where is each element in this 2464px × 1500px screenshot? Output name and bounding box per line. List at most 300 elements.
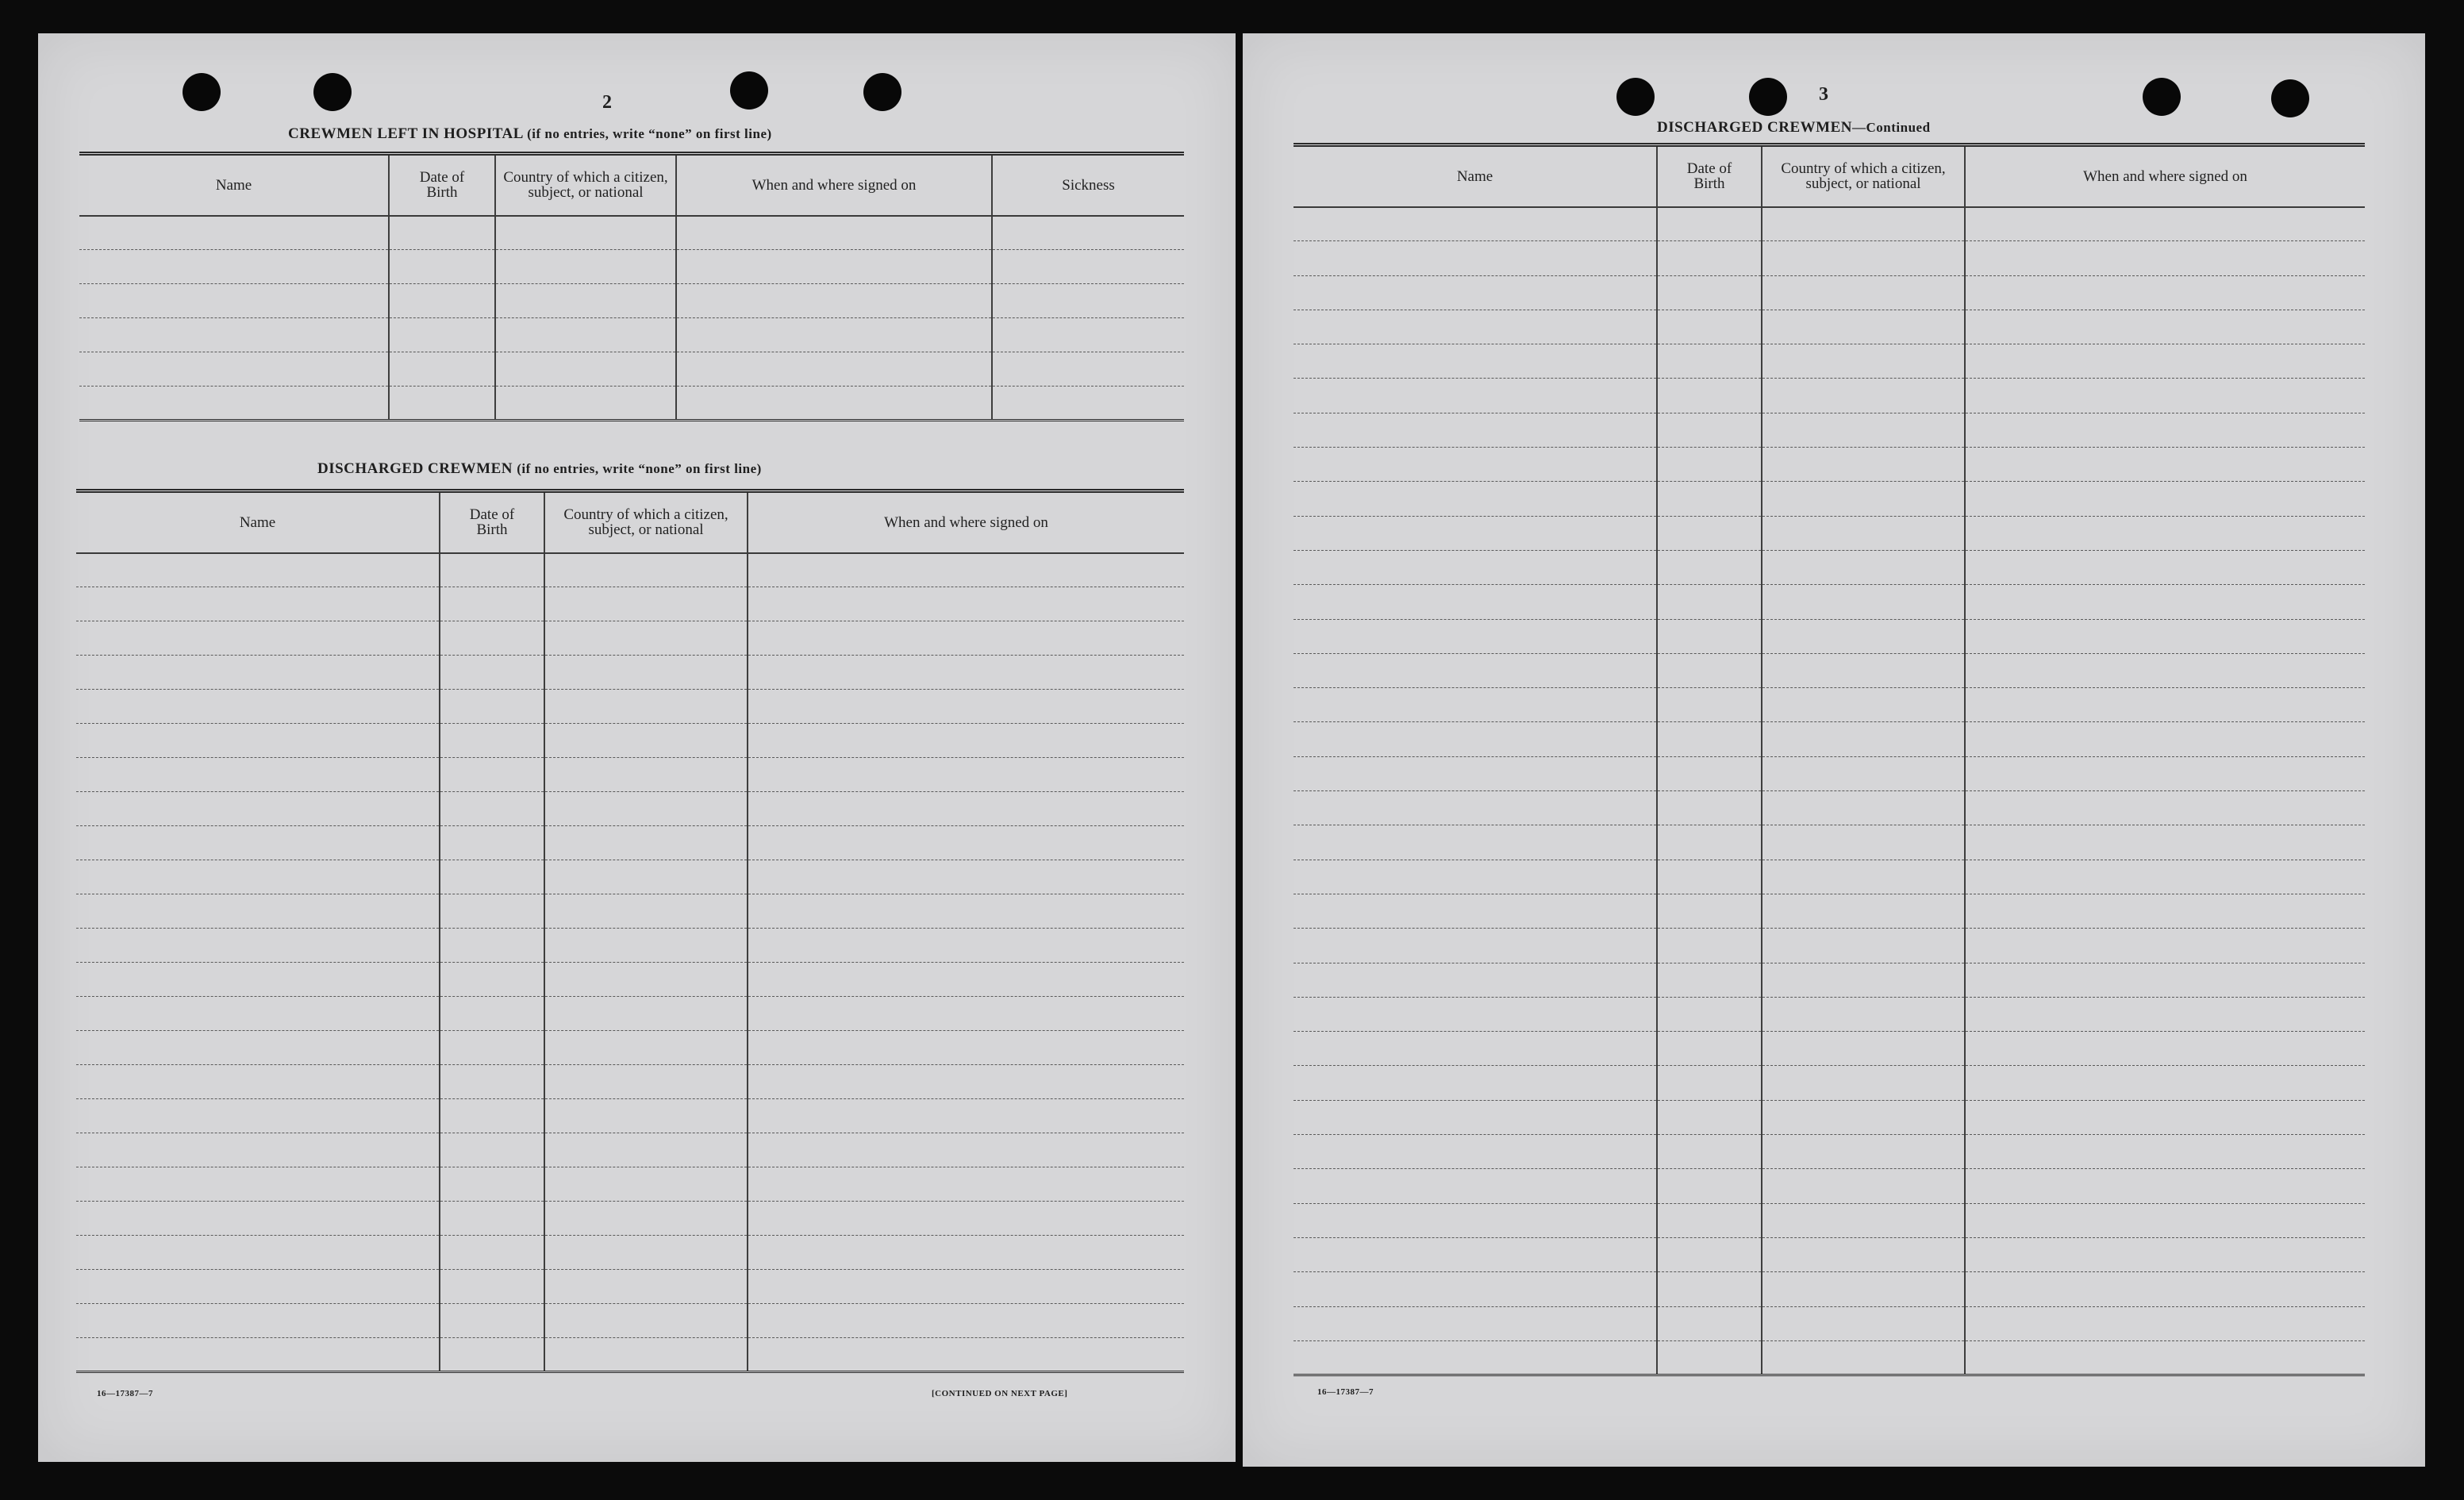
blank-cell	[1762, 310, 1965, 344]
blank-cell	[76, 826, 440, 860]
blank-cell	[676, 387, 992, 421]
blank-cell	[79, 318, 389, 352]
discharged-continued-row	[1294, 997, 2365, 1031]
blank-cell	[992, 387, 1184, 421]
page-number: 2	[602, 92, 612, 113]
discharged-continued-row	[1294, 1169, 2365, 1203]
hospital-section-title	[288, 125, 772, 143]
blank-cell	[1657, 585, 1762, 619]
blank-cell	[440, 1167, 544, 1202]
blank-cell	[440, 826, 544, 860]
blank-cell	[1762, 550, 1965, 584]
blank-cell	[440, 553, 544, 587]
blank-cell	[1965, 722, 2365, 756]
discharged-title-note: (if no entries, write “none” on first line)	[517, 461, 762, 476]
blank-cell	[1762, 619, 1965, 653]
blank-cell	[1657, 894, 1762, 928]
blank-cell	[1657, 1203, 1762, 1237]
hospital-header-row	[79, 154, 1184, 216]
blank-cell	[1762, 516, 1965, 550]
blank-cell	[1294, 241, 1657, 275]
blank-cell	[495, 216, 676, 250]
blank-cell	[544, 621, 748, 656]
blank-cell	[79, 284, 389, 318]
blank-cell	[1965, 1203, 2365, 1237]
discharged-continued-row	[1294, 275, 2365, 310]
blank-cell	[1294, 997, 1657, 1031]
blank-cell	[544, 724, 748, 758]
blank-cell	[76, 553, 440, 587]
blank-cell	[1657, 1340, 1762, 1375]
discharged-continued-row	[1294, 482, 2365, 516]
blank-cell	[1294, 379, 1657, 413]
blank-cell	[1657, 344, 1762, 379]
discharged-row	[76, 690, 1184, 724]
column-header-date-of-birth: Date of Birth	[1657, 145, 1762, 207]
blank-cell	[1965, 379, 2365, 413]
blank-cell	[1965, 1032, 2365, 1066]
blank-cell	[1657, 722, 1762, 756]
discharged-row	[76, 894, 1184, 929]
column-header-signed-on: When and where signed on	[1965, 145, 2365, 207]
discharged-continued-row	[1294, 756, 2365, 790]
blank-cell	[748, 553, 1184, 587]
blank-cell	[748, 1304, 1184, 1338]
discharged-continued-row	[1294, 344, 2365, 379]
blank-cell	[1762, 1169, 1965, 1203]
blank-cell	[1762, 825, 1965, 860]
blank-cell	[1657, 860, 1762, 894]
blank-cell	[1965, 413, 2365, 447]
blank-cell	[1657, 756, 1762, 790]
discharged-row	[76, 1031, 1184, 1065]
discharged-continued-row	[1294, 1203, 2365, 1237]
left-page	[38, 33, 1236, 1462]
blank-cell	[440, 724, 544, 758]
blank-cell	[76, 724, 440, 758]
blank-cell	[1294, 1169, 1657, 1203]
blank-cell	[1294, 344, 1657, 379]
blank-cell	[544, 1099, 748, 1133]
blank-cell	[1294, 448, 1657, 482]
blank-cell	[76, 860, 440, 894]
continued-label: —Continued	[1852, 120, 1931, 135]
blank-cell	[748, 1065, 1184, 1099]
blank-cell	[1762, 722, 1965, 756]
discharged-row	[76, 1099, 1184, 1133]
blank-cell	[1762, 344, 1965, 379]
blank-cell	[1657, 1135, 1762, 1169]
blank-cell	[1762, 585, 1965, 619]
discharged-continued-row	[1294, 1237, 2365, 1271]
blank-cell	[1294, 963, 1657, 997]
blank-cell	[748, 929, 1184, 963]
blank-cell	[1965, 825, 2365, 860]
blank-cell	[748, 1270, 1184, 1304]
discharged-continued-row	[1294, 1032, 2365, 1066]
blank-cell	[1657, 1237, 1762, 1271]
blank-cell	[1965, 756, 2365, 790]
blank-cell	[389, 318, 495, 352]
discharged-row	[76, 758, 1184, 792]
blank-cell	[1965, 688, 2365, 722]
blank-cell	[76, 1167, 440, 1202]
blank-cell	[1762, 963, 1965, 997]
blank-cell	[544, 1304, 748, 1338]
blank-cell	[1965, 963, 2365, 997]
blank-cell	[1762, 1237, 1965, 1271]
blank-cell	[76, 792, 440, 826]
blank-cell	[1294, 1100, 1657, 1134]
blank-cell	[1965, 1066, 2365, 1100]
blank-cell	[389, 387, 495, 421]
blank-cell	[544, 1031, 748, 1065]
blank-cell	[748, 997, 1184, 1031]
discharged-continued-table	[1294, 143, 2365, 1376]
blank-cell	[1657, 379, 1762, 413]
blank-cell	[495, 318, 676, 352]
blank-cell	[76, 656, 440, 690]
blank-cell	[748, 860, 1184, 894]
discharged-continued-row	[1294, 413, 2365, 447]
blank-cell	[748, 826, 1184, 860]
hospital-row	[79, 318, 1184, 352]
discharged-continued-row	[1294, 860, 2365, 894]
blank-cell	[76, 894, 440, 929]
blank-cell	[544, 963, 748, 997]
blank-cell	[440, 1338, 544, 1372]
blank-cell	[1965, 310, 2365, 344]
blank-cell	[440, 894, 544, 929]
blank-cell	[1762, 688, 1965, 722]
continued-on-next-page: [CONTINUED ON NEXT PAGE]	[932, 1389, 1068, 1398]
discharged-continued-row	[1294, 791, 2365, 825]
blank-cell	[1294, 482, 1657, 516]
blank-cell	[440, 1099, 544, 1133]
blank-cell	[1965, 1135, 2365, 1169]
blank-cell	[389, 352, 495, 387]
discharged-continued-row	[1294, 1272, 2365, 1306]
blank-cell	[1762, 1100, 1965, 1134]
hospital-row	[79, 216, 1184, 250]
discharged-row	[76, 1202, 1184, 1236]
blank-cell	[440, 1236, 544, 1270]
blank-cell	[1657, 1272, 1762, 1306]
blank-cell	[76, 1270, 440, 1304]
blank-cell	[440, 1133, 544, 1167]
blank-cell	[495, 387, 676, 421]
blank-cell	[440, 587, 544, 621]
blank-cell	[440, 1065, 544, 1099]
column-header-name: Name	[76, 491, 440, 553]
blank-cell	[544, 792, 748, 826]
blank-cell	[1965, 207, 2365, 241]
blank-cell	[676, 318, 992, 352]
blank-cell	[748, 1236, 1184, 1270]
blank-cell	[76, 963, 440, 997]
blank-cell	[748, 656, 1184, 690]
blank-cell	[495, 352, 676, 387]
blank-cell	[440, 929, 544, 963]
blank-cell	[440, 656, 544, 690]
blank-cell	[440, 621, 544, 656]
blank-cell	[748, 1202, 1184, 1236]
blank-cell	[1965, 550, 2365, 584]
discharged-continued-header-row	[1294, 145, 2365, 207]
discharged-continued-row	[1294, 585, 2365, 619]
blank-cell	[1965, 1100, 2365, 1134]
blank-cell	[544, 826, 748, 860]
blank-cell	[1657, 997, 1762, 1031]
blank-cell	[544, 1167, 748, 1202]
blank-cell	[1762, 929, 1965, 963]
blank-cell	[1762, 1135, 1965, 1169]
discharged-continued-row	[1294, 241, 2365, 275]
blank-cell	[992, 250, 1184, 284]
discharged-continued-row	[1294, 929, 2365, 963]
blank-cell	[1657, 448, 1762, 482]
blank-cell	[1762, 1340, 1965, 1375]
blank-cell	[1965, 894, 2365, 928]
blank-cell	[76, 1133, 440, 1167]
blank-cell	[1294, 894, 1657, 928]
blank-cell	[1762, 894, 1965, 928]
blank-cell	[1294, 275, 1657, 310]
blank-cell	[1762, 1306, 1965, 1340]
blank-cell	[1965, 619, 2365, 653]
blank-cell	[389, 250, 495, 284]
blank-cell	[544, 1133, 748, 1167]
blank-cell	[1965, 1272, 2365, 1306]
blank-cell	[1762, 1066, 1965, 1100]
blank-cell	[1762, 241, 1965, 275]
blank-cell	[544, 553, 748, 587]
blank-cell	[1657, 275, 1762, 310]
blank-cell	[1965, 997, 2365, 1031]
hospital-title-text: CREWMEN LEFT IN HOSPITAL	[288, 125, 523, 142]
form-code: 16—17387—7	[97, 1389, 153, 1398]
discharged-continued-row	[1294, 207, 2365, 241]
blank-cell	[1294, 1340, 1657, 1375]
hospital-row	[79, 250, 1184, 284]
blank-cell	[544, 894, 748, 929]
form-code: 16—17387—7	[1317, 1387, 1374, 1397]
blank-cell	[544, 656, 748, 690]
blank-cell	[1294, 722, 1657, 756]
blank-cell	[1294, 860, 1657, 894]
blank-cell	[1965, 1306, 2365, 1340]
discharged-title-text: DISCHARGED CREWMEN	[317, 460, 513, 477]
blank-cell	[440, 690, 544, 724]
blank-cell	[748, 758, 1184, 792]
blank-cell	[1965, 344, 2365, 379]
blank-cell	[1762, 997, 1965, 1031]
blank-cell	[440, 997, 544, 1031]
blank-cell	[1657, 207, 1762, 241]
column-header-name: Name	[1294, 145, 1657, 207]
blank-cell	[440, 860, 544, 894]
discharged-continued-row	[1294, 688, 2365, 722]
blank-cell	[1762, 275, 1965, 310]
discharged-row	[76, 860, 1184, 894]
discharged-row	[76, 587, 1184, 621]
blank-cell	[76, 587, 440, 621]
blank-cell	[544, 997, 748, 1031]
blank-cell	[79, 250, 389, 284]
blank-cell	[1657, 1306, 1762, 1340]
discharged-continued-row	[1294, 963, 2365, 997]
blank-cell	[748, 894, 1184, 929]
discharged-row	[76, 553, 1184, 587]
discharged-continued-row	[1294, 1340, 2365, 1375]
blank-cell	[1294, 688, 1657, 722]
blank-cell	[79, 216, 389, 250]
blank-cell	[1657, 929, 1762, 963]
discharged-continued-row	[1294, 722, 2365, 756]
blank-cell	[544, 1338, 748, 1372]
blank-cell	[76, 1031, 440, 1065]
blank-cell	[1294, 756, 1657, 790]
punch-hole-icon	[2271, 79, 2309, 117]
blank-cell	[1965, 275, 2365, 310]
blank-cell	[1965, 482, 2365, 516]
blank-cell	[76, 1304, 440, 1338]
blank-cell	[1762, 379, 1965, 413]
hospital-row	[79, 352, 1184, 387]
blank-cell	[1657, 482, 1762, 516]
blank-cell	[544, 1065, 748, 1099]
blank-cell	[1294, 1032, 1657, 1066]
blank-cell	[1657, 791, 1762, 825]
discharged-continued-row	[1294, 310, 2365, 344]
discharged-row	[76, 1270, 1184, 1304]
discharged-row	[76, 1065, 1184, 1099]
blank-cell	[495, 284, 676, 318]
punch-hole-icon	[313, 73, 352, 111]
column-header-sickness: Sickness	[992, 154, 1184, 216]
blank-cell	[76, 1202, 440, 1236]
blank-cell	[1965, 241, 2365, 275]
discharged-table	[76, 489, 1184, 1373]
blank-cell	[748, 1338, 1184, 1372]
blank-cell	[1657, 241, 1762, 275]
blank-cell	[1965, 860, 2365, 894]
discharged-row	[76, 1338, 1184, 1372]
blank-cell	[748, 690, 1184, 724]
blank-cell	[79, 387, 389, 421]
blank-cell	[992, 216, 1184, 250]
column-header-signed-on: When and where signed on	[748, 491, 1184, 553]
blank-cell	[1294, 1306, 1657, 1340]
discharged-continued-row	[1294, 1306, 2365, 1340]
blank-cell	[748, 1031, 1184, 1065]
blank-cell	[440, 963, 544, 997]
blank-cell	[544, 929, 748, 963]
discharged-row	[76, 621, 1184, 656]
blank-cell	[1657, 310, 1762, 344]
page-number: 3	[1819, 84, 1828, 105]
discharged-row	[76, 1236, 1184, 1270]
column-header-country: Country of which a citizen, subject, or national	[1762, 145, 1965, 207]
discharged-continued-row	[1294, 1100, 2365, 1134]
blank-cell	[1965, 585, 2365, 619]
blank-cell	[1965, 653, 2365, 687]
blank-cell	[1762, 860, 1965, 894]
blank-cell	[748, 1099, 1184, 1133]
blank-cell	[1294, 619, 1657, 653]
hospital-row	[79, 284, 1184, 318]
punch-hole-icon	[183, 73, 221, 111]
blank-cell	[1294, 1203, 1657, 1237]
blank-cell	[676, 216, 992, 250]
discharged-continued-row	[1294, 619, 2365, 653]
hospital-table	[79, 152, 1184, 421]
blank-cell	[1657, 963, 1762, 997]
discharged-row	[76, 1304, 1184, 1338]
discharged-row	[76, 1167, 1184, 1202]
blank-cell	[992, 284, 1184, 318]
blank-cell	[544, 1202, 748, 1236]
discharged-continued-row	[1294, 653, 2365, 687]
blank-cell	[748, 587, 1184, 621]
blank-cell	[676, 250, 992, 284]
blank-cell	[1657, 413, 1762, 447]
discharged-continued-row	[1294, 448, 2365, 482]
blank-cell	[1762, 1272, 1965, 1306]
discharged-continued-title-text: DISCHARGED CREWMEN	[1657, 119, 1852, 136]
blank-cell	[495, 250, 676, 284]
column-header-signed-on: When and where signed on	[676, 154, 992, 216]
blank-cell	[76, 1338, 440, 1372]
blank-cell	[544, 690, 748, 724]
punch-hole-icon	[1749, 78, 1787, 116]
discharged-row	[76, 929, 1184, 963]
blank-cell	[1657, 1169, 1762, 1203]
blank-cell	[544, 1270, 748, 1304]
blank-cell	[1657, 1066, 1762, 1100]
column-header-country: Country of which a citizen, subject, or national	[544, 491, 748, 553]
blank-cell	[389, 284, 495, 318]
blank-cell	[1294, 1066, 1657, 1100]
hospital-row	[79, 387, 1184, 421]
blank-cell	[1294, 516, 1657, 550]
blank-cell	[1657, 516, 1762, 550]
blank-cell	[1657, 688, 1762, 722]
blank-cell	[748, 963, 1184, 997]
blank-cell	[440, 1304, 544, 1338]
blank-cell	[389, 216, 495, 250]
blank-cell	[1762, 756, 1965, 790]
blank-cell	[992, 352, 1184, 387]
column-header-country: Country of which a citizen, subject, or national	[495, 154, 676, 216]
blank-cell	[1965, 929, 2365, 963]
right-page	[1243, 33, 2425, 1467]
blank-cell	[544, 587, 748, 621]
blank-cell	[440, 1202, 544, 1236]
blank-cell	[748, 621, 1184, 656]
blank-cell	[1294, 310, 1657, 344]
blank-cell	[76, 1099, 440, 1133]
column-header-date-of-birth: Date of Birth	[440, 491, 544, 553]
blank-cell	[748, 792, 1184, 826]
blank-cell	[1965, 516, 2365, 550]
blank-cell	[440, 758, 544, 792]
blank-cell	[1294, 207, 1657, 241]
punch-hole-icon	[2143, 78, 2181, 116]
discharged-section-title	[317, 460, 762, 478]
blank-cell	[76, 1065, 440, 1099]
discharged-continued-row	[1294, 1135, 2365, 1169]
